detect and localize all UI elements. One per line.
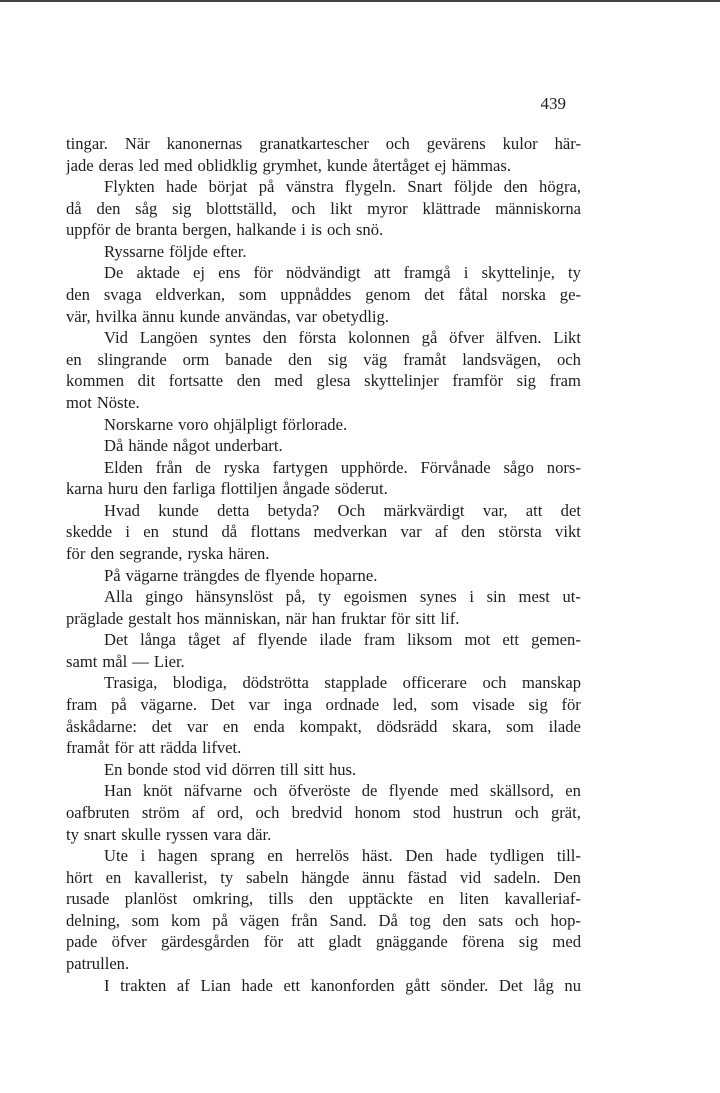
text-line: skedde i en stund då flottans medverkan var af den största vikt <box>66 522 581 542</box>
text-line: Vid Langöen syntes den första kolonnen gå öfver älfven. Likt <box>104 328 581 348</box>
text-line: I trakten af Lian hade ett kanonforden gått sönder. Det låg nu <box>104 975 581 995</box>
text-line: karna huru den farliga flottiljen ångade söderut. <box>66 479 388 499</box>
text-line: ty snart skulle ryssen vara där. <box>66 824 272 844</box>
text-line: hört en kavallerist, ty sabeln hängde ännu fästad vid sadeln. Den <box>66 867 581 887</box>
text-line: uppför de branta bergen, halkande i is och snö. <box>66 220 384 240</box>
text-line: då den såg sig blottställd, och likt myror klättrade människorna <box>66 198 581 218</box>
text-line: mot Nöste. <box>66 392 140 412</box>
text-line: På vägarne trängdes de flyende hoparne. <box>104 565 378 585</box>
text-line: tingar. När kanonernas granatkartescher och gevärens kulor här- <box>66 134 581 153</box>
text-line: Ryssarne följde efter. <box>104 241 247 261</box>
text-line: Trasiga, blodiga, dödströtta stapplade officerare och manskap <box>104 673 581 693</box>
text-line: Hvad kunde detta betyda? Och märkvärdigt var, att det <box>104 500 581 520</box>
text-line: åskådarne: det var en enda kompakt, dödsrädd skara, som ilade <box>66 716 581 736</box>
text-line: samt mål — Lier. <box>66 651 185 671</box>
text-line: En bonde stod vid dörren till sitt hus. <box>104 759 357 779</box>
body-text <box>66 133 581 996</box>
text-line: Elden från de ryska fartygen upphörde. Förvånade sågo nors- <box>104 457 581 477</box>
text-line: De aktade ej ens för nödvändigt att framgå i skyttelinje, ty <box>104 263 581 283</box>
top-edge-rule <box>0 0 720 2</box>
text-line: Ute i hagen sprang en herrelös häst. Den hade tydligen till- <box>104 846 581 866</box>
text-line: patrullen. <box>66 953 130 973</box>
text-line: en slingrande orm banade den sig väg framåt landsvägen, och <box>66 349 581 369</box>
text-line: oafbruten ström af ord, och bredvid honom stod hustrun och grät, <box>66 802 581 822</box>
text-line: kommen dit fortsatte den med glesa skyttelinjer framför sig fram <box>66 371 581 391</box>
text-line: framåt för att rädda lifvet. <box>66 738 242 758</box>
text-line: rusade planlöst omkring, tills den upptäckte en liten kavalleriaf- <box>66 889 581 909</box>
text-line: Det långa tåget af flyende ilade fram liksom mot ett gemen- <box>104 630 581 650</box>
text-line: delning, som kom på vägen från Sand. Då tog den sats och hop- <box>66 910 581 930</box>
text-line: för den segrande, ryska hären. <box>66 543 270 563</box>
text-line: vär, hvilka ännu kunde användas, var obetydlig. <box>66 306 389 326</box>
text-line: Norskarne voro ohjälpligt förlorade. <box>104 414 348 434</box>
text-line: Han knöt näfvarne och öfveröste de flyende med skällsord, en <box>104 781 581 801</box>
text-line: Alla gingo hänsynslöst på, ty egoismen synes i sin mest ut- <box>104 587 581 607</box>
page-number: 439 <box>540 94 566 113</box>
text-line: den svaga eldverkan, som uppnåddes genom det fåtal norska ge- <box>66 285 581 305</box>
text-line: pade öfver gärdesgården för att gladt gnäggande förena sig med <box>66 932 581 952</box>
text-line: fram på vägarne. Det var inga ordnade led, som visade sig för <box>66 695 581 715</box>
text-line: Då hände något underbart. <box>104 436 283 456</box>
text-line: präglade gestalt hos människan, när han fruktar för sitt lif. <box>66 608 460 628</box>
text-line: Flykten hade börjat på vänstra flygeln. Snart följde den högra, <box>104 177 581 197</box>
text-line: jade deras led med oblidklig grymhet, kunde återtåget ej hämmas. <box>66 155 512 175</box>
